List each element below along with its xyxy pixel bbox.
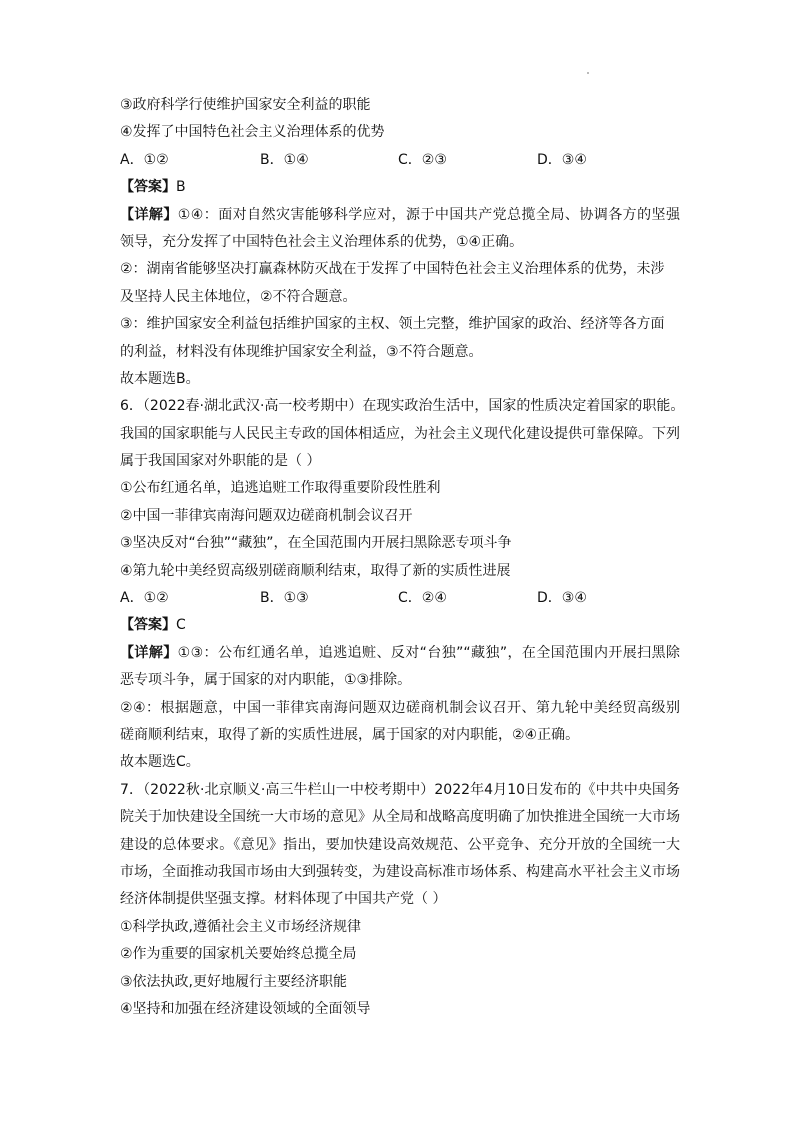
q6-item-2: ②中国一菲律宾南海问题双边磋商机制会议召开 [120, 507, 413, 524]
q6-option-a: A．①② [120, 590, 169, 607]
detail-tag: 【详解】 [120, 206, 178, 223]
q6-detail-line: ②④：根据题意，中国一菲律宾南海问题双边磋商机制会议召开、第九轮中美经贸高级别 [120, 699, 680, 716]
q7-item-1: ①科学执政,遵循社会主义市场经济规律 [120, 918, 361, 935]
q5-option-d: D．③④ [537, 151, 587, 168]
q5-detail-line: 故本题选B。 [120, 370, 200, 387]
q7-stem-line: 院关于加快建设全国统一大市场的意见》从全局和战略高度明确了加快推进全国统一大市场 [120, 809, 680, 826]
answer-value: C [176, 617, 186, 634]
answer-tag: 【答案】 [120, 617, 176, 634]
q6-item-1: ①公布红通名单，追逃追赃工作取得重要阶段性胜利 [120, 480, 441, 497]
q6-option-b: B．①③ [260, 590, 309, 607]
q6-detail-line: 磋商顺利结束，取得了新的实质性进展，属于国家的对内职能，②④正确。 [120, 726, 580, 743]
q6-answer [120, 612, 680, 639]
q6-detail-line: 故本题选C。 [120, 754, 200, 771]
q5-detail-line: 领导，充分发挥了中国特色社会主义治理体系的优势，①④正确。 [120, 233, 524, 250]
q7-stem-line: 建设的总体要求。《意见》指出，要加快建设高效规范、公平竞争、充分开放的全国统一大 [120, 836, 680, 853]
q6-stem-line: 6．（2022春·湖北武汉·高一校考期中）在现实政治生活中，国家的性质决定着国家的职能。 [120, 398, 685, 415]
q7-item-3: ③依法执政,更好地履行主要经济职能 [120, 973, 348, 990]
q5-options [120, 147, 680, 174]
q6-options [120, 585, 680, 612]
q5-detail-line: ③：维护国家安全利益包括维护国家的主权、领土完整，维护国家的政治、经济等各方面 [120, 316, 665, 333]
page-mark [587, 72, 589, 74]
q6-option-c: C．②④ [398, 590, 447, 607]
q5-detail-line: 及坚持人民主体地位，②不符合题意。 [120, 288, 357, 305]
q5-item-3: ③政府科学行使维护国家安全利益的职能 [120, 97, 371, 113]
q5-option-c: C．②③ [398, 151, 447, 168]
q5-answer [120, 174, 680, 201]
q7-stem-line: 市场，全面推动我国市场由大到强转变，为建设高标准市场体系、构建高水平社会主义市场 [120, 863, 680, 880]
q7-item-2: ②作为重要的国家机关要始终总揽全局 [120, 946, 357, 963]
q5-detail-line: 的利益，材料没有体现维护国家安全利益，③不符合题意。 [120, 343, 483, 360]
q6-option-d: D．③④ [537, 590, 587, 607]
q5-option-a: A．①② [120, 151, 169, 168]
q6-item-4: ④第九轮中美经贸高级别磋商顺利结束，取得了新的实质性进展 [120, 562, 511, 579]
detail-tag: 【详解】 [120, 644, 178, 661]
q7-stem-line: 7．（2022秋·北京顺义·高三牛栏山一中校考期中）2022年4月10日发布的《中共中央国务 [120, 781, 680, 798]
q7-stem-line: 经济体制提供坚强支撑。材料体现了中国共产党（ ） [120, 891, 447, 908]
answer-tag: 【答案】 [120, 179, 176, 196]
q6-detail-line: 【详解】①③：公布红通名单，追逃追赃、反对“台独”“藏独”，在全国范围内开展扫黑除 [120, 644, 680, 661]
q6-stem-line: 属于我国国家对外职能的是（ ） [120, 453, 321, 470]
q6-item-3: ③坚决反对“台独”“藏独”，在全国范围内开展扫黑除恶专项斗争 [120, 535, 512, 552]
q7-item-4: ④坚持和加强在经济建设领域的全面领导 [120, 1000, 371, 1017]
q5-option-b: B．①④ [260, 151, 309, 168]
document-page [120, 92, 685, 1023]
q5-item-4: ④发挥了中国特色社会主义治理体系的优势 [120, 124, 385, 141]
answer-value: B [176, 179, 186, 196]
q5-detail-line: ②：湖南省能够坚决打赢森林防灭战在于发挥了中国特色社会主义治理体系的优势，未涉 [120, 261, 665, 278]
q6-stem-line: 我国的国家职能与人民民主专政的国体相适应，为社会主义现代化建设提供可靠保障。下列 [120, 425, 680, 442]
q5-detail-line: 【详解】①④：面对自然灾害能够科学应对，源于中国共产党总揽全局、协调各方的坚强 [120, 206, 680, 223]
q6-detail-line: 恶专项斗争，属于国家的对内职能，①③排除。 [120, 672, 412, 689]
